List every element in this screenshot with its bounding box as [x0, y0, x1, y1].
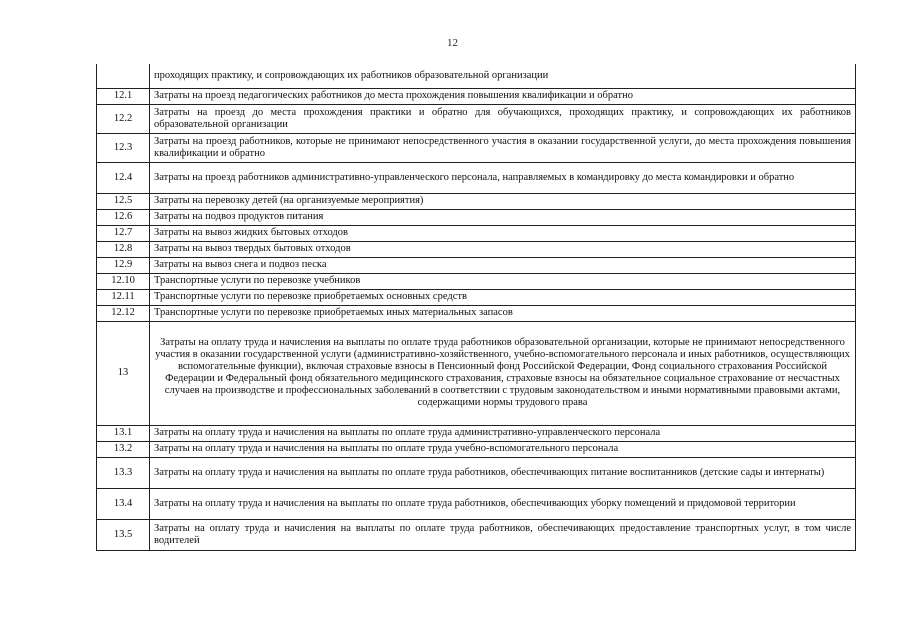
row-number: 12.8 [97, 241, 150, 257]
table-row [97, 321, 856, 425]
table-row [97, 241, 856, 257]
row-number: 12.7 [97, 225, 150, 241]
row-text: Затраты на оплату труда и начисления на выплаты по оплате труда работников образовательной организации, которые не принимают непосредственного участия в оказании государственной услуги (административно-хозяйственного, учебно-вспомогательного персонала и иных работников, осуществляющих вспомогательные функции), включая страховые взносы в Пенсионный фонд Российской Федерации, Фонд социального страхования Российской Федерации и Федеральный фонд обязательного медицинского страхования, страховые взносы на обязательное социальное страхование от несчастных случаев на производстве и профессиональных заболеваний в соответствии с трудовым законодательством и иными нормативными правовыми актами, содержащими нормы трудового права [150, 321, 856, 425]
row-number: 13 [97, 321, 150, 425]
row-number [97, 64, 150, 88]
table-row [97, 441, 856, 457]
row-number: 12.1 [97, 88, 150, 104]
row-number: 12.12 [97, 305, 150, 321]
table-row [97, 273, 856, 289]
table-row [97, 133, 856, 162]
row-number: 13.5 [97, 519, 150, 550]
row-text: Затраты на перевозку детей (на организуемые мероприятия) [150, 193, 856, 209]
table-row [97, 289, 856, 305]
row-text: Транспортные услуги по перевозке приобретаемых иных материальных запасов [150, 305, 856, 321]
row-text: проходящих практику, и сопровождающих их работников образовательной организации [150, 64, 856, 88]
row-text: Затраты на проезд педагогических работников до места прохождения повышения квалификации и обратно [150, 88, 856, 104]
row-number: 12.11 [97, 289, 150, 305]
row-number: 12.10 [97, 273, 150, 289]
table-row [97, 104, 856, 133]
row-text: Затраты на вывоз снега и подвоз песка [150, 257, 856, 273]
row-text: Затраты на оплату труда и начисления на выплаты по оплате труда административно-управленческого персонала [150, 425, 856, 441]
table-row [97, 162, 856, 193]
row-number: 12.4 [97, 162, 150, 193]
table-row [97, 209, 856, 225]
table-row [97, 257, 856, 273]
row-text: Затраты на проезд до места прохождения практики и обратно для обучающихся, проходящих практику, и сопровождающих их работников образовательной организации [150, 104, 856, 133]
page-number: 12 [447, 37, 458, 49]
row-text: Транспортные услуги по перевозке приобретаемых основных средств [150, 289, 856, 305]
row-number: 13.2 [97, 441, 150, 457]
table-row [97, 519, 856, 550]
table-row [97, 64, 856, 88]
row-number: 12.3 [97, 133, 150, 162]
row-text: Затраты на вывоз твердых бытовых отходов [150, 241, 856, 257]
cost-items-table [96, 64, 856, 551]
row-text: Затраты на оплату труда и начисления на выплаты по оплате труда учебно-вспомогательного персонала [150, 441, 856, 457]
table-row [97, 193, 856, 209]
row-number: 12.6 [97, 209, 150, 225]
table-row [97, 425, 856, 441]
table-row [97, 305, 856, 321]
row-number: 13.4 [97, 488, 150, 519]
row-number: 13.1 [97, 425, 150, 441]
row-text: Транспортные услуги по перевозке учебников [150, 273, 856, 289]
row-text: Затраты на подвоз продуктов питания [150, 209, 856, 225]
table-row [97, 225, 856, 241]
row-text: Затраты на оплату труда и начисления на выплаты по оплате труда работников, обеспечивающих предоставление транспортных услуг, в том числе водителей [150, 519, 856, 550]
row-text: Затраты на проезд работников административно-управленческого персонала, направляемых в командировку до места командировки и обратно [150, 162, 856, 193]
table-row [97, 457, 856, 488]
row-text: Затраты на оплату труда и начисления на выплаты по оплате труда работников, обеспечивающих питание воспитанников (детские сады и интернаты) [150, 457, 856, 488]
row-text: Затраты на оплату труда и начисления на выплаты по оплате труда работников, обеспечивающих уборку помещений и придомовой территории [150, 488, 856, 519]
row-text: Затраты на проезд работников, которые не принимают непосредственного участия в оказании государственной услуги, до места прохождения повышения квалификации и обратно [150, 133, 856, 162]
row-text: Затраты на вывоз жидких бытовых отходов [150, 225, 856, 241]
row-number: 13.3 [97, 457, 150, 488]
table-row [97, 488, 856, 519]
row-number: 12.9 [97, 257, 150, 273]
row-number: 12.2 [97, 104, 150, 133]
row-number: 12.5 [97, 193, 150, 209]
table-row [97, 88, 856, 104]
